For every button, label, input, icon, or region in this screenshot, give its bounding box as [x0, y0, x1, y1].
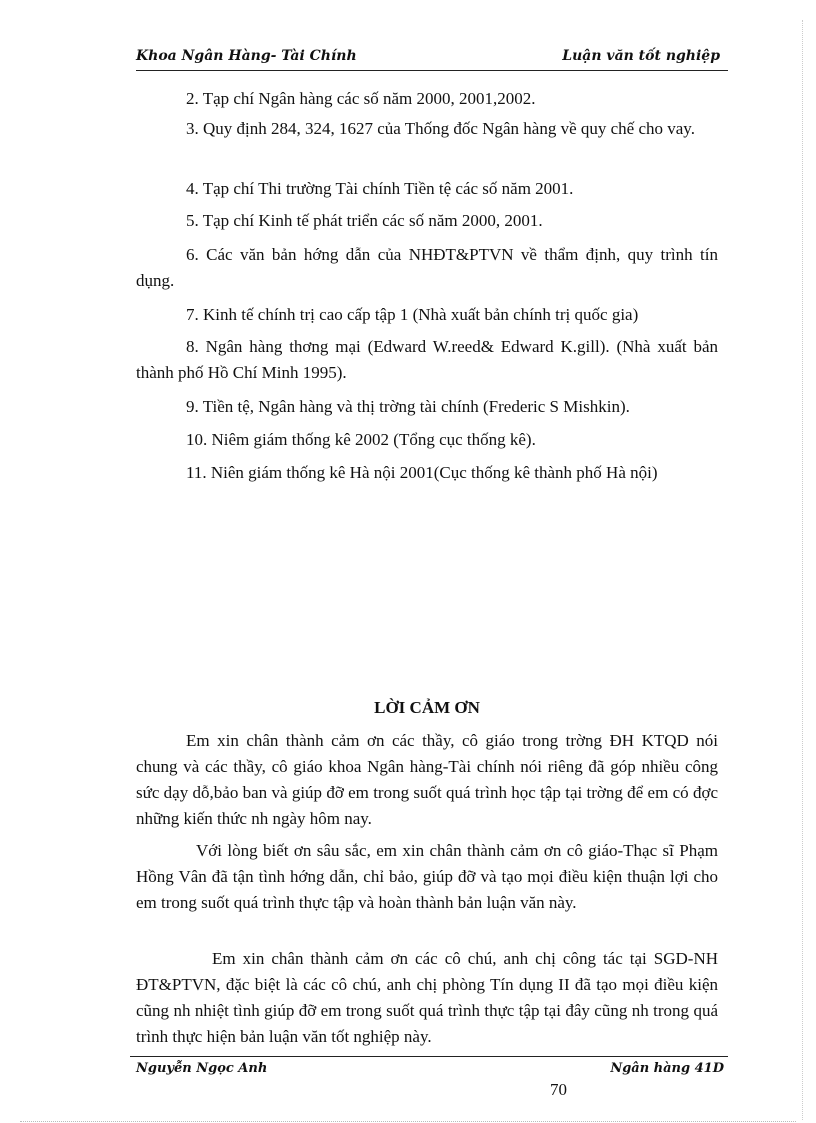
page-header	[136, 48, 728, 71]
footer-class: Ngân hàng 41D	[610, 1061, 724, 1076]
reference-item: 6. Các văn bản hớng dẫn của NHĐT&PTVN về thẩm định, quy trình tín dụng.	[136, 245, 718, 290]
reference-item: 8. Ngân hàng thơng mại (Edward W.reed& Edward K.gill). (Nhà xuất bản thành phố Hồ Chí Minh 1995).	[136, 337, 718, 382]
page-footer	[130, 1056, 728, 1076]
reference-item: 7. Kinh tế chính trị cao cấp tập 1 (Nhà xuất bản chính trị quốc gia)	[186, 305, 639, 324]
acknowledgement-paragraph: Với lòng biết ơn sâu sắc, em xin chân thành cảm ơn cô giáo-Thạc sĩ Phạm Hồng Vân đã tận tình hớng dẫn, chỉ bảo, giúp đỡ và tạo mọi điều kiện thuận lợi cho em trong suốt quá trình thực tập và hoàn thành bản luận văn này.	[136, 841, 718, 912]
acknowledgement-paragraph: Em xin chân thành cảm ơn các cô chú, anh chị công tác tại SGD-NH ĐT&PTVN, đặc biệt là các cô chú, anh chị phòng Tín dụng II đã tạo mọi điều kiện cũng nh nhiệt tình giúp đỡ em trong suốt quá trình thực tập tại đây cũng nh trong quá trình thực hiện bản luận văn tốt nghiệp này.	[136, 949, 718, 1046]
page-edge-divider	[20, 1121, 796, 1122]
reference-item: 2. Tạp chí Ngân hàng các số năm 2000, 2001,2002.	[186, 89, 536, 108]
reference-item: 5. Tạp chí Kinh tế phát triển các số năm 2000, 2001.	[186, 211, 543, 230]
reference-item: 4. Tạp chí Thi trường Tài chính Tiền tệ các số năm 2001.	[186, 179, 574, 198]
footer-author: Nguyễn Ngọc Anh	[136, 1061, 268, 1076]
header-thesis-label: Luận văn tốt nghiệp	[562, 48, 720, 64]
reference-item: 9. Tiền tệ, Ngân hàng và thị trờng tài chính (Frederic S Mishkin).	[186, 397, 630, 416]
header-faculty: Khoa Ngân Hàng- Tài Chính	[136, 48, 357, 64]
acknowledgement-title: LỜI CẢM ƠN	[374, 698, 480, 717]
reference-item: 3. Quy định 284, 324, 1627 của Thống đốc Ngân hàng về quy chế cho vay.	[186, 119, 695, 138]
reference-item: 10. Niêm giám thống kê 2002 (Tổng cục thống kê).	[186, 430, 536, 449]
reference-item: 11. Niên giám thống kê Hà nội 2001(Cục thống kê thành phố Hà nội)	[186, 463, 658, 482]
page-edge-divider	[802, 20, 803, 1120]
page-number: 70	[550, 1080, 567, 1099]
acknowledgement-paragraph: Em xin chân thành cảm ơn các thầy, cô giáo trong trờng ĐH KTQD nói chung và các thầy, cô giáo khoa Ngân hàng-Tài chính nói riêng đã góp nhiều công sức dạy dỗ,bảo ban và giúp đỡ em trong suốt quá trình học tập tại trờng để em có đợc những kiến thức nh ngày hôm nay.	[136, 731, 718, 828]
